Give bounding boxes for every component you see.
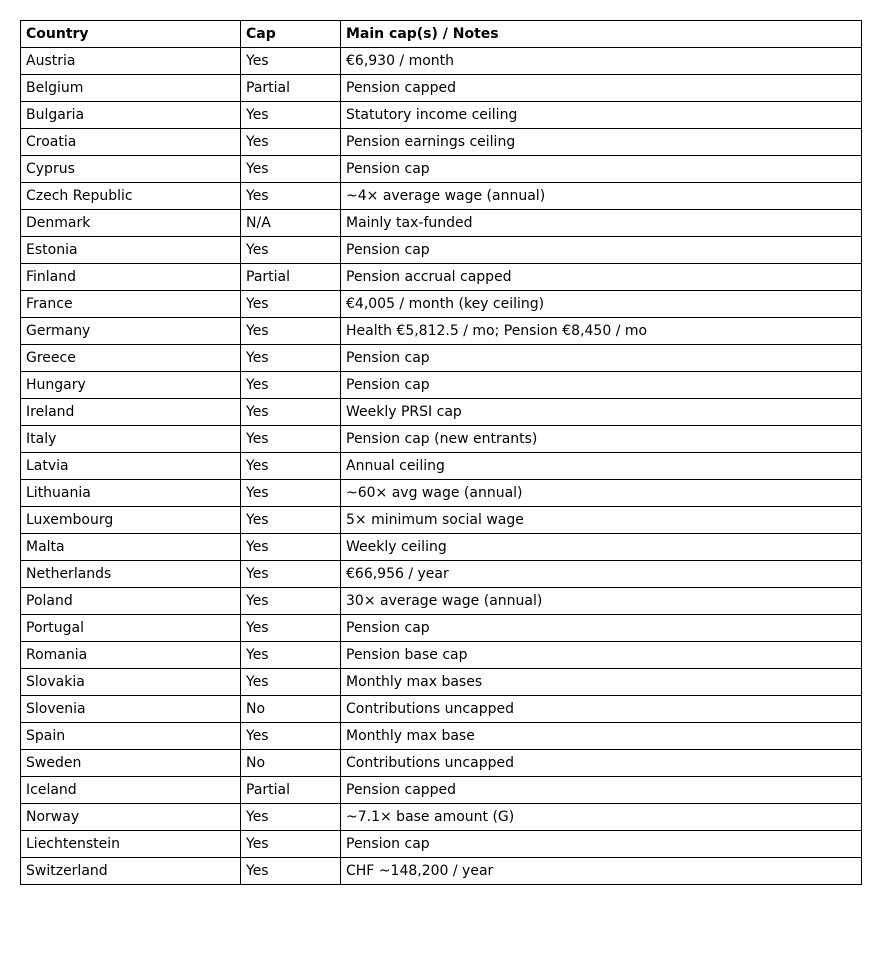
cell-cap: Partial — [241, 264, 341, 291]
table-row — [21, 372, 862, 399]
cell-cap: Yes — [241, 318, 341, 345]
cell-country: Poland — [21, 588, 241, 615]
cell-country: Spain — [21, 723, 241, 750]
cell-cap: Yes — [241, 669, 341, 696]
cell-cap: Yes — [241, 561, 341, 588]
cell-notes: Pension earnings ceiling — [341, 129, 862, 156]
cell-cap: Yes — [241, 426, 341, 453]
cell-cap: Yes — [241, 831, 341, 858]
cell-cap: No — [241, 750, 341, 777]
cell-notes: Weekly ceiling — [341, 534, 862, 561]
table-row — [21, 723, 862, 750]
cell-notes: 5× minimum social wage — [341, 507, 862, 534]
header-country: Country — [21, 21, 241, 48]
table-row — [21, 237, 862, 264]
cell-cap: Yes — [241, 102, 341, 129]
cell-cap: Yes — [241, 399, 341, 426]
cell-notes: Pension cap (new entrants) — [341, 426, 862, 453]
cell-cap: Yes — [241, 291, 341, 318]
cell-notes: CHF ~148,200 / year — [341, 858, 862, 885]
cell-notes: €4,005 / month (key ceiling) — [341, 291, 862, 318]
cell-notes: Statutory income ceiling — [341, 102, 862, 129]
table-row — [21, 615, 862, 642]
cell-country: Belgium — [21, 75, 241, 102]
cell-notes: Health €5,812.5 / mo; Pension €8,450 / mo — [341, 318, 862, 345]
cell-cap: N/A — [241, 210, 341, 237]
table-row — [21, 507, 862, 534]
cell-country: France — [21, 291, 241, 318]
cell-notes: Pension accrual capped — [341, 264, 862, 291]
cell-cap: Yes — [241, 804, 341, 831]
cell-notes: Pension base cap — [341, 642, 862, 669]
cell-country: Italy — [21, 426, 241, 453]
cell-cap: Yes — [241, 534, 341, 561]
cell-notes: €6,930 / month — [341, 48, 862, 75]
cell-country: Sweden — [21, 750, 241, 777]
table-header — [21, 21, 862, 48]
cell-cap: Yes — [241, 480, 341, 507]
cell-notes: Monthly max bases — [341, 669, 862, 696]
table-row — [21, 264, 862, 291]
table-row — [21, 534, 862, 561]
cell-notes: Annual ceiling — [341, 453, 862, 480]
cell-country: Romania — [21, 642, 241, 669]
cell-country: Estonia — [21, 237, 241, 264]
cell-cap: Yes — [241, 858, 341, 885]
table-row — [21, 399, 862, 426]
table-row — [21, 453, 862, 480]
cell-country: Liechtenstein — [21, 831, 241, 858]
table-row — [21, 831, 862, 858]
cell-notes: Pension cap — [341, 237, 862, 264]
cell-cap: Yes — [241, 237, 341, 264]
cell-notes: ~4× average wage (annual) — [341, 183, 862, 210]
cell-cap: Yes — [241, 345, 341, 372]
cell-country: Slovakia — [21, 669, 241, 696]
table-row — [21, 696, 862, 723]
table-row — [21, 48, 862, 75]
table-body — [21, 48, 862, 885]
cell-cap: Yes — [241, 372, 341, 399]
table-row — [21, 561, 862, 588]
header-row — [21, 21, 862, 48]
cell-country: Germany — [21, 318, 241, 345]
cell-country: Switzerland — [21, 858, 241, 885]
cell-notes: Contributions uncapped — [341, 696, 862, 723]
cell-notes: Contributions uncapped — [341, 750, 862, 777]
table-row — [21, 669, 862, 696]
cell-cap: No — [241, 696, 341, 723]
cell-notes: Mainly tax-funded — [341, 210, 862, 237]
cell-country: Netherlands — [21, 561, 241, 588]
cell-notes: Pension cap — [341, 831, 862, 858]
table-row — [21, 129, 862, 156]
cell-notes: Pension capped — [341, 777, 862, 804]
cell-notes: Monthly max base — [341, 723, 862, 750]
cell-cap: Yes — [241, 129, 341, 156]
cell-cap: Yes — [241, 183, 341, 210]
cell-notes: Pension cap — [341, 372, 862, 399]
cell-cap: Yes — [241, 642, 341, 669]
cell-country: Latvia — [21, 453, 241, 480]
cell-notes: Pension cap — [341, 156, 862, 183]
table-row — [21, 210, 862, 237]
header-notes: Main cap(s) / Notes — [341, 21, 862, 48]
table-row — [21, 804, 862, 831]
cell-country: Iceland — [21, 777, 241, 804]
cell-cap: Yes — [241, 48, 341, 75]
cell-country: Greece — [21, 345, 241, 372]
cell-notes: €66,956 / year — [341, 561, 862, 588]
table-row — [21, 291, 862, 318]
table-row — [21, 750, 862, 777]
cell-country: Cyprus — [21, 156, 241, 183]
cell-cap: Yes — [241, 507, 341, 534]
table-row — [21, 156, 862, 183]
cell-notes: ~60× avg wage (annual) — [341, 480, 862, 507]
cell-cap: Partial — [241, 75, 341, 102]
table-row — [21, 426, 862, 453]
cell-country: Portugal — [21, 615, 241, 642]
contribution-caps-table — [20, 20, 862, 885]
cell-cap: Yes — [241, 615, 341, 642]
cell-cap: Yes — [241, 156, 341, 183]
table-row — [21, 75, 862, 102]
cell-cap: Partial — [241, 777, 341, 804]
cell-cap: Yes — [241, 588, 341, 615]
cell-country: Finland — [21, 264, 241, 291]
cell-cap: Yes — [241, 453, 341, 480]
header-cap: Cap — [241, 21, 341, 48]
cell-country: Luxembourg — [21, 507, 241, 534]
table-row — [21, 318, 862, 345]
cell-country: Lithuania — [21, 480, 241, 507]
cell-country: Slovenia — [21, 696, 241, 723]
cell-country: Ireland — [21, 399, 241, 426]
table-row — [21, 345, 862, 372]
cell-country: Austria — [21, 48, 241, 75]
cell-country: Croatia — [21, 129, 241, 156]
table-row — [21, 858, 862, 885]
cell-notes: ~7.1× base amount (G) — [341, 804, 862, 831]
table-row — [21, 642, 862, 669]
cell-country: Norway — [21, 804, 241, 831]
table-row — [21, 183, 862, 210]
table-row — [21, 777, 862, 804]
cell-notes: Pension cap — [341, 615, 862, 642]
cell-country: Bulgaria — [21, 102, 241, 129]
table-row — [21, 102, 862, 129]
cell-notes: Pension capped — [341, 75, 862, 102]
table-row — [21, 480, 862, 507]
table-row — [21, 588, 862, 615]
cell-notes: Pension cap — [341, 345, 862, 372]
cell-country: Czech Republic — [21, 183, 241, 210]
cell-country: Hungary — [21, 372, 241, 399]
cell-cap: Yes — [241, 723, 341, 750]
cell-notes: 30× average wage (annual) — [341, 588, 862, 615]
cell-notes: Weekly PRSI cap — [341, 399, 862, 426]
cell-country: Malta — [21, 534, 241, 561]
cell-country: Denmark — [21, 210, 241, 237]
